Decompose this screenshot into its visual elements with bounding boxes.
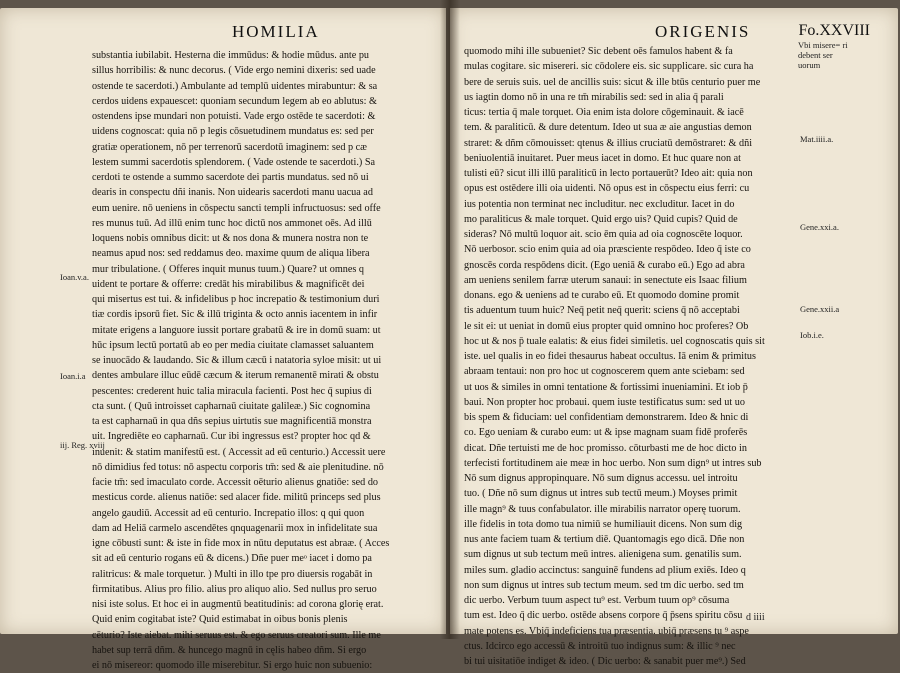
left-text-line: loquens nobis omnibus dicit: ut & nos dona & munera nostra non te (92, 233, 369, 244)
right-text-line: abraam tentaui: non pro hoc ut cognoscerem quem ante sciebam: sed (464, 366, 745, 378)
left-text-line: dam ad Heliā carmelo ascendētes qnquagenarii mox in infidelitate sua (92, 522, 378, 534)
right-text-line: baui. Non propter hoc probaui. quem iuste testificatus sum: sed ut uo (464, 396, 745, 408)
left-running-head: HOMILIA (232, 22, 320, 41)
left-text-line: se inuocādo & laudando. Sic & illum cæcū i natatoria syloe misit: ut ui (92, 355, 382, 366)
right-text-line: ctus. Idcirco ego accessū & introitū tuo indignus sum: & illic ⁹ nec (464, 640, 736, 652)
right-margin-note-4: Gene.xxii.a (800, 304, 840, 314)
right-text-line: co. Ego ueniam & curabo eum: ut & ipse magnam suam fidē proferēs (464, 427, 748, 439)
right-text-line: us iagtin domo nō in una re tm̄ mirabilis sed: sed in alia q̄ parali (464, 91, 724, 103)
right-text-line: opus est ostēdere illi oia uidenti. Nō opus est in cōspectu eius ferri: cu (464, 183, 750, 195)
right-text-line: bi tui uisitatiōe indiget & ideo. ( Dic uerbo: & sanabit puer me⁹.) Sed (464, 656, 746, 667)
left-text-line: dearis in conspectu dñi inanis. Non uidearis sacerdoti manu uacua ad (92, 187, 373, 199)
right-text-line: beniuolentiā inuitaret. Puer meus iacet in domo. Et huc quare non at (464, 152, 741, 164)
left-text-line: ralitricus: & male torquetur. ) Multi in illo tpe pro diuersis rogabāt in (92, 568, 373, 580)
right-text-line: Nō uerbosor. scio enim quia ad oia præsciente respōdeo. Ideo q̄ iste co (464, 244, 751, 256)
right-text-line: sum dignus ut sub tectum meū intres. alienigena sum. genatilis sum. (464, 549, 742, 561)
left-text-line: Quid enim cogitabat iste? Quid estimabat in oibus bonis plenis (92, 614, 348, 626)
left-text-line: sit ad eū centurio rogans eū & dicens.) Dñe puer meᵒ iacet i domo pa (92, 553, 372, 565)
right-text-line: mulas cogitare. sic misereri. sic cōdolere eis. sic supplicare. sic cura ha (464, 61, 754, 73)
left-text-line: eum uenire. nō ueniens in cōspectu sancti templi infructuosus: sed offe (92, 202, 381, 214)
left-text-line: angelo gaudiū. Accessit ad eū centurio. Increpatio illos: q qui quon (92, 507, 365, 519)
left-text-block (92, 48, 428, 673)
right-text-line: ille magn⁹ & tuus confabulator. ille mirabilis narrator operę tuorum. (464, 503, 741, 515)
book-gutter (440, 0, 460, 639)
left-text-line: cēturio? Iste aiebat. mihi seruus est. & ego seruus creatori sum. Ille me (92, 629, 381, 641)
right-text-line: Nō sum dignus appropinquare. Nō sum dignus accessu. uel introitu (464, 473, 738, 484)
left-text-line: qui misertus est tui. & infidelibus p hoc increpatio & testimonium duri (92, 294, 380, 305)
left-text-line: cta sunt. ( Quū introisset capharnaū ciuitate galileæ.) Sic cognomina (92, 400, 371, 412)
right-text-line: quomodo mihi ille subueniet? Sic debent oēs famulos habent & fa (464, 46, 733, 57)
right-text-line: am ueniens senilem farræ uterum sanaui: in senectute eis Isaac filium (464, 274, 747, 286)
right-text-line: tuo. ( Dñe nō sum dignus ut intres sub tectū meum.) Moyses primit (464, 488, 738, 500)
left-text-line: mur tribulatione. ( Offeres inquit munus tuum.) Quare? ut omnes q (92, 263, 364, 275)
left-text-line: ostendens ipse mundari non potuisti. Vade ergo ostēde te sacerdoti: & (92, 111, 376, 122)
signature-mark: d iiii (746, 612, 765, 623)
left-text-line: pescentes: crederent huic talia miracula facienti. Post hec q̄ supius di (92, 385, 372, 397)
right-text-line: hoc ut & nos p̄ tuale ealatis: & eius fidei similetis. uel cognoscatis quis sit (464, 335, 765, 347)
left-text-line: ei nō misereor: quomodo ille miserebitur. Si ergo huic non subuenio: (92, 660, 373, 671)
left-text-line: mitate erigens a languore iussit portare grabatū & ire in domū suam: ut (92, 324, 381, 336)
right-text-line: bis spem & fiduciam: uel confidentiam demonstrarem. Ideo & hnic di (464, 412, 749, 423)
right-text-line: tis aduentum tuum huic? Neq̄ petit neq̄ querit: sciens q̄ nō acceptabi (464, 305, 740, 317)
left-text-line: hūc ipsum lectū portatū ab eo per media ciuitate clamasset saluantem (92, 339, 374, 351)
right-text-line: dic uerbo. Verbum tuum aspect tu⁹ est. Verbum tuum op⁹ cōsuma (464, 595, 730, 606)
right-text-line: straret: & dñm cōmouisset: qtenus & illius cruciatū demōstraret: & dñi (464, 137, 753, 149)
right-text-line: ut uos & similes in omni tentatione & fortissimi inueniamini. Et iob p̄ (464, 381, 748, 393)
left-text-line: ostende te sacerdoti.) Ambulante ad templū uidentes mirabuntur: & sa (92, 80, 378, 92)
right-running-head: ORIGENIS (655, 22, 751, 41)
left-text-line: uident te portare & offerre: credāt his mirabilibus & magnificēt dei (92, 278, 365, 290)
right-margin-note-2: Mat.iiii.a. (800, 134, 834, 144)
folio-number: Fo.XXVIII (798, 22, 870, 39)
right-text-block (464, 44, 798, 669)
right-text-line: bere de seruis suis. uel de ancillis suis: sicut & ille btūs centurio puer me (464, 76, 761, 88)
left-text-line: nisi iste solus. Et hoc ei in augmentū beatitudinis: ad corona glorię erat. (92, 599, 384, 610)
left-text-line: ta est capharnaū in qua dñs sepius uirtutis sue magnificentiā monstra (92, 416, 372, 427)
right-text-line: ticus: tertia q̄ male torquet. Oia enim ista dolore cōgeminauit. & iacē (464, 107, 744, 118)
left-text-line: substantia iubilabit. Hesterna die immūdus: & hodie mūdus. ante pu (92, 50, 370, 61)
right-text-line: sideras? Nō multū loquor ait. scio ēm quia ad oia cognoscēte loquor. (464, 229, 743, 240)
right-text-line: gnoscēs corda respōdens dicit. (Ego ueniā & curabo eū.) Ego ad abra (464, 259, 745, 271)
right-text-line: le sit ei: ut ueniat in domū eius propter quid omnino hoc proferes? Ob (464, 320, 749, 332)
left-text-line: mesticus corde. alienus natiōe: sed alacer fide. militū princeps sed plus (92, 492, 381, 504)
left-text-line: uidens cognoscat: quia nō p legis cōsuetudinem mundatus es: sed per (92, 126, 374, 138)
left-text-line: uit. Ingrediēte eo capharnaū. Cur ibi ingressus est? propter hoc qd & (92, 431, 371, 443)
right-margin-note-1: Vbi misere= ri debent ser uorum (798, 40, 848, 70)
left-text-line: cerdoti te ostende a summo sacerdote dei partis mundatus. sed nō ui (92, 172, 369, 183)
right-text-line: ille fidelis in tota domo tua nimiū se humiliauit dicens. Non sum dig (464, 518, 743, 530)
right-text-line: donans. ego & ueniens ad te curabo eū. Et quomodo domine promit (464, 290, 740, 301)
left-text-line: sillus horribilis: & nunc decorus. ( Vide ergo nemini dixeris: sed uade (92, 65, 376, 77)
left-text-line: habet sup terrā dñm. & huncego magnū in cęlis habeo dñm. Si ergo (92, 644, 367, 656)
right-text-line: nus ante faciem tuam & tertium diē. Quantomagis ego dicā. Dñe non (464, 534, 745, 545)
left-text-line: lestem summi sacerdotis splendorem. ( Vade ostende te sacerdoti.) Sa (92, 156, 376, 168)
right-margin-note-5: Iob.i.e. (800, 330, 824, 340)
left-text-line: dentes ambulare illuc eūdē cæcum & iterum remanentē mirati & obstu (92, 370, 379, 382)
left-margin-note-3: iij. Reg. xviij (60, 440, 105, 450)
left-text-line: firmitatibus. Alius pro filio. alius pro aliquo alio. Sed nullus pro seruo (92, 583, 377, 595)
left-text-line: gratiæ operationem, nō per terrenorū sacerdotū imaginem: sed p cæ (92, 141, 367, 153)
left-text-line: tiæ cordis ipsorū fiet. Sic & illū triginta & octo annis iacentem in infir (92, 309, 378, 321)
right-page (450, 8, 898, 667)
left-page (0, 8, 446, 671)
left-text-line: inuenit: & statim manifestū est. ( Accessit ad eū centurio.) Accessit uere (92, 446, 386, 458)
left-margin-note-1: Ioan.v.a. (60, 272, 89, 282)
right-text-line: ius potentia non terminat nec includitur. nec excluditur. Iacet in do (464, 198, 735, 210)
right-margin-note-3: Gene.xxi.a. (800, 222, 839, 232)
left-text-line: res munus tuū. Ad illū enim tunc hoc dictū nos ammonet oēs. Ad illū (92, 217, 372, 229)
left-margin-note-2: Ioan.i.a (60, 371, 86, 381)
right-text-line: mo paraliticus & male torquet. Quid ergo uis? Quid cupis? Quid de (464, 213, 738, 225)
left-text-line: igne cōbusti sunt: & iste in fide mox in nūtu deputatus est abraæ. ( Acces (92, 538, 390, 549)
right-text-line: non sum dignus ut intres sub tectum meum. sed tm dic uerbo. sed tm (464, 579, 744, 591)
left-text-line: neamus apud nos: sed reddamus deo. maxime quum de aliqua libera (92, 248, 370, 260)
left-text-line: facie tm̄: sed imaculato corde. Accessit oēturio alienus gnatiōe: sed do (92, 477, 379, 488)
right-text-line: mate potens es. Vbiq̄ indeficiens tua præsentia. ubiq̄ præsens tu ⁹ aspe (464, 625, 749, 637)
left-text-line: nō dimidius fed totus: nō aspectu corporis tm̄: sed & aie plenitudine. nō (92, 461, 384, 473)
right-text-line: tum est. Ideo q̄ dic uerbo. ostēde absens corpore q̄ p̄sens spiritu cōsu (464, 610, 743, 622)
right-text-line: terfecisti fortitudinem aie meæ in hoc uerbo. Non sum dign⁹ ut intres sub (464, 457, 762, 469)
right-text-line: iste. uel qualis in eo fidei thesaurus habeat occultus. Iā enim & primitus (464, 351, 756, 362)
right-text-line: miles sum. gladio accinctus: sanguinē fundens ad plium exiēs. Ideo q (464, 564, 746, 576)
right-text-line: tulisti eū? sicut illi illū paraliticū in lecto portauerūt? Ideo ait: quia non (464, 168, 753, 179)
right-text-line: tem. & paraliticū. & dure detentum. Ideo ut sua æ aie angustias demon (464, 122, 752, 134)
left-text-line: cerdos uidens expauescet: quoniam secundum legem ab eo ablutus: & (92, 95, 377, 107)
right-text-line: dicat. Dñe tertuisti me de hoc promisso. cōturbasti me de hoc dicto in (464, 442, 747, 454)
